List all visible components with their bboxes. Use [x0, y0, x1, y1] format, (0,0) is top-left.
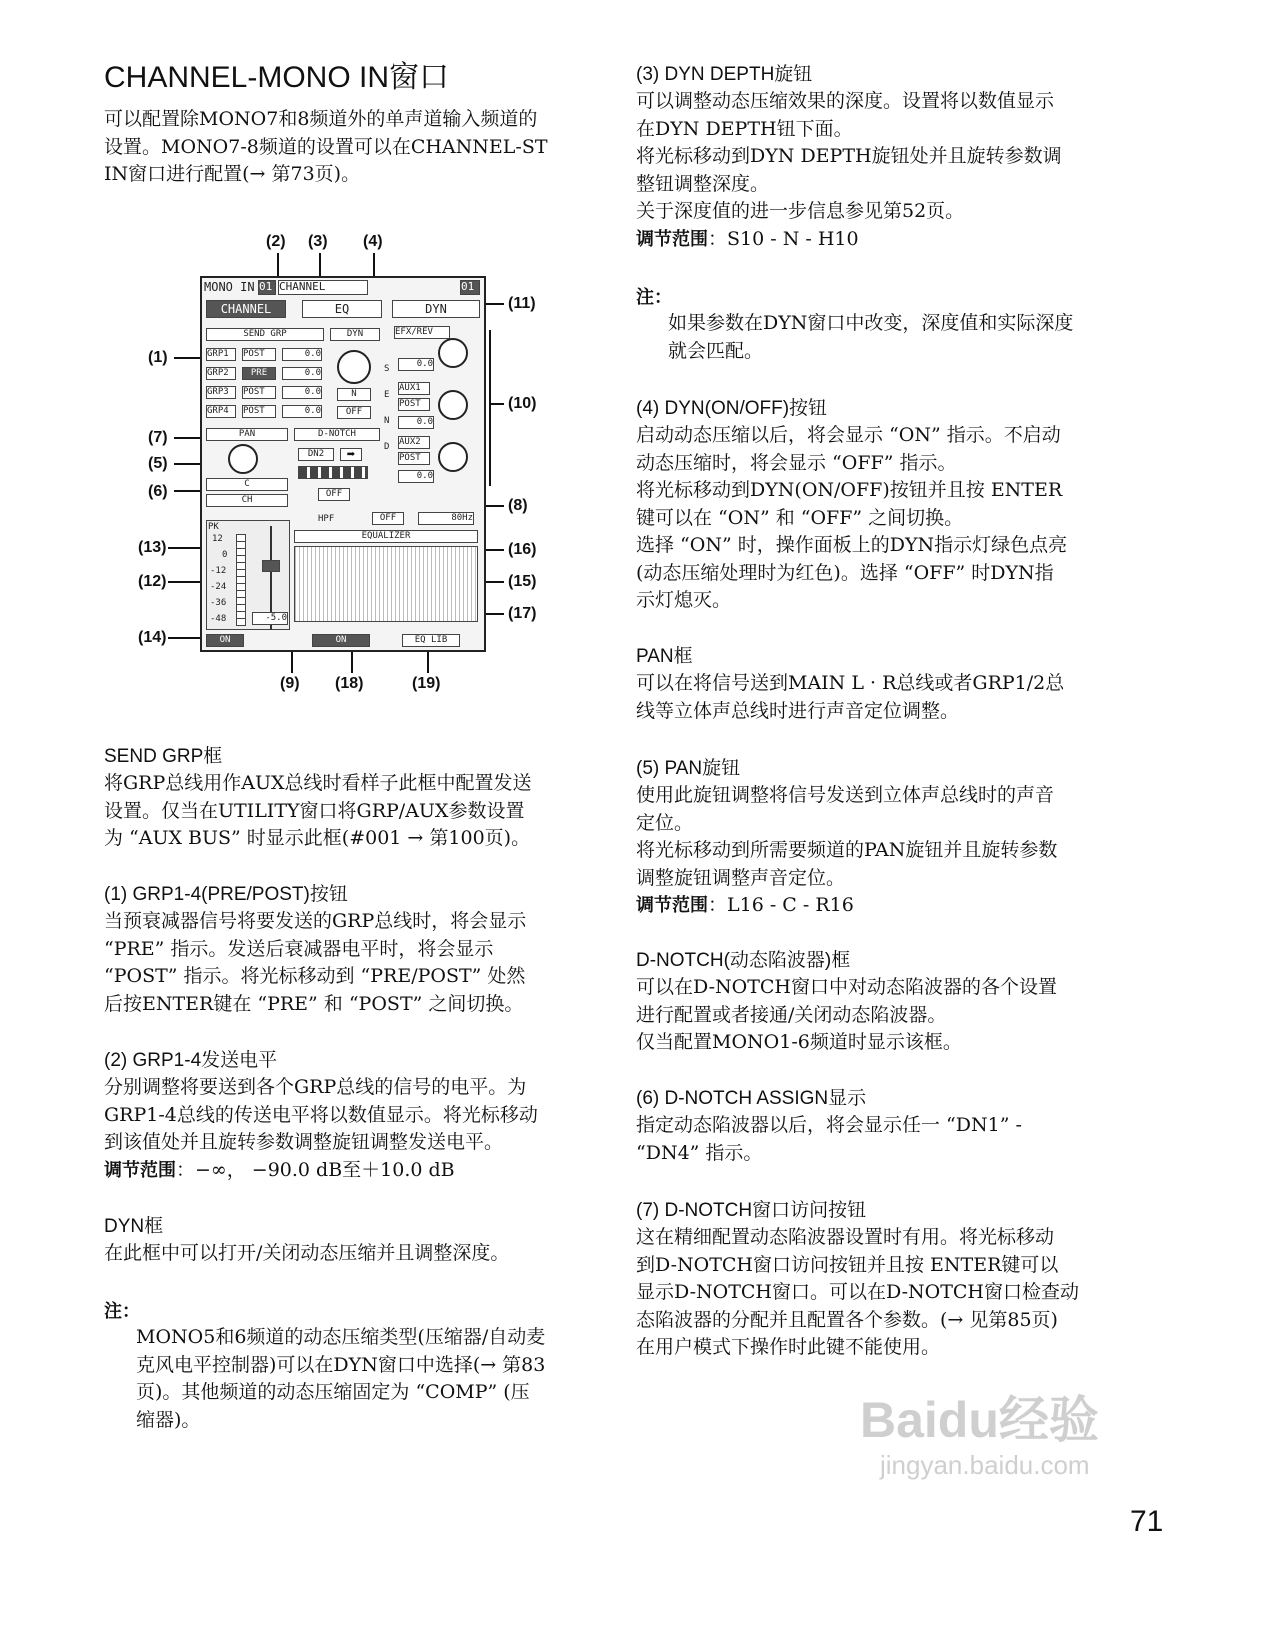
grp4-label: GRP4 [206, 405, 236, 418]
body-line: 调整旋钮调整声音定位。 [636, 866, 846, 889]
body-line: 将GRP总线用作AUX总线时看样子此框中配置发送 [104, 772, 532, 794]
pan-value: C [206, 478, 288, 491]
channel-on-button[interactable]: ON [206, 634, 244, 647]
baidu-watermark [860, 1390, 1099, 1480]
section-heading: SEND GRP框 [104, 746, 223, 767]
range-line [636, 226, 1136, 254]
callout-15: (15) [508, 573, 537, 590]
section-heading: (2) GRP1-4发送电平 [104, 1050, 278, 1071]
aux1-label: AUX1 [398, 382, 430, 395]
section-heading: DYN框 [104, 1216, 164, 1237]
body-line: 这在精细配置动态陷波器设置时有用。将光标移动 [636, 1226, 1055, 1248]
body-line: 当预衰减器信号将要发送的GRP总线时，将会显示 [104, 910, 527, 932]
section-d-notch [636, 948, 1136, 1057]
note-label: 注： [636, 287, 672, 307]
body-line: 进行配置或者接通/关闭动态陷波器。 [636, 1003, 947, 1026]
callout-8: (8) [508, 497, 528, 514]
body-line: 动态压缩时，将会显示 “OFF” 指示。 [636, 451, 957, 474]
grp2-level[interactable]: 0.0 [282, 367, 322, 380]
dyn-depth-value: N [337, 388, 371, 401]
mixer-screen [200, 276, 486, 652]
aux1-knob[interactable] [438, 390, 468, 420]
section-dyn-on-off [636, 396, 1136, 615]
body-line: 显示D-NOTCH窗口。可以在D-NOTCH窗口检查动 [636, 1281, 1079, 1303]
body-line: 到该值处并且旋转参数调整旋钮调整发送电平。 [104, 1131, 504, 1153]
body-line: 使用此旋钮调整将信号发送到立体声总线时的声音 [636, 784, 1055, 806]
body-line: 在DYN DEPTH钮下面。 [636, 117, 853, 140]
callout-7: (7) [148, 429, 168, 446]
d-notch-header: D-NOTCH [294, 428, 380, 441]
intro-line: IN窗口进行配置(→ 第73页)。 [104, 163, 361, 185]
tab-eq[interactable]: EQ [302, 300, 382, 318]
callout-5: (5) [148, 455, 168, 472]
body-line: 将光标移动到所需要频道的PAN旋钮并且旋转参数 [636, 839, 1058, 861]
body-line: “PRE” 指示。发送后衰减器电平时，将会显示 [104, 937, 494, 960]
aux2-value[interactable]: 0.0 [398, 470, 434, 483]
peak-label: PK [208, 522, 219, 532]
range-line [636, 892, 1136, 920]
section-heading: (7) D-NOTCH窗口访问按钮 [636, 1200, 867, 1221]
meter-scale-label: -24 [210, 582, 227, 592]
body-line: 启动动态压缩以后，将会显示 “ON” 指示。不启动 [636, 424, 1061, 446]
d-notch-assign: DN2 [298, 448, 334, 461]
dyn-on-off-button[interactable]: OFF [337, 406, 371, 419]
callout-3: (3) [308, 233, 328, 250]
tab-channel[interactable]: CHANNEL [206, 300, 286, 318]
body-line: 可以在D-NOTCH窗口中对动态陷波器的各个设置 [636, 976, 1057, 998]
callout-4: (4) [363, 233, 383, 250]
title-right-number: 01 [460, 280, 480, 295]
section-pan [636, 644, 1136, 725]
note-label: 注： [104, 1301, 140, 1321]
section-d-notch-assign [636, 1086, 1136, 1167]
title-mono-in: MONO IN [204, 280, 255, 294]
d-notch-window-button[interactable] [340, 448, 362, 461]
grp1-level[interactable]: 0.0 [282, 348, 322, 361]
callout-12: (12) [138, 573, 167, 590]
range-label: 调节范围 [636, 895, 708, 915]
meter-scale-label: -12 [210, 566, 227, 576]
note-line: 就会匹配。 [668, 339, 764, 362]
aux2-label: AUX2 [398, 436, 430, 449]
body-line: 线等立体声总线时进行声音定位调整。 [636, 699, 960, 722]
watermark-main: Baidu经验 [860, 1392, 1099, 1448]
range-line [104, 1157, 594, 1185]
note-line: 缩器)。 [136, 1408, 201, 1431]
left-column [104, 60, 594, 189]
body-line: 在用户模式下操作时此键不能使用。 [636, 1336, 941, 1358]
callout-2: (2) [266, 233, 286, 250]
intro-line: 设置。MONO7-8频道的设置可以在CHANNEL-ST [104, 135, 548, 158]
aux2-knob[interactable] [438, 442, 468, 472]
body-line: 定位。 [636, 811, 694, 834]
grp3-mode-button[interactable]: POST [242, 386, 276, 399]
callout-18: (18) [335, 675, 364, 692]
body-line: 在此框中可以打开/关闭动态压缩并且调整深度。 [104, 1242, 510, 1264]
range-value: ：L16 - C - R16 [708, 894, 854, 916]
intro-line: 可以配置除MONO7和8频道外的单声道输入频道的 [104, 108, 538, 130]
body-line: 态陷波器的分配并且配置各个参数。(→ 见第85页) [636, 1308, 1058, 1331]
body-line: 指定动态陷波器以后，将会显示任一 “DN1” - [636, 1114, 1022, 1136]
title-channel-number: 01 [258, 280, 276, 295]
body-line: 示灯熄灭。 [636, 589, 732, 611]
meter-scale-label: 0 [222, 550, 228, 560]
arrow-right-icon: ➡ [346, 449, 356, 460]
eq-lib-button[interactable]: EQ LIB [402, 634, 460, 647]
aux1-mode-button[interactable]: POST [398, 398, 430, 411]
hpf-label: HPF [318, 514, 335, 524]
fader-handle[interactable] [262, 560, 280, 572]
callout-17: (17) [508, 605, 537, 622]
aux1-value[interactable]: 0.0 [398, 416, 434, 429]
section-heading: (1) GRP1-4(PRE/POST)按钮 [104, 884, 348, 905]
meter-scale-label: 12 [212, 534, 223, 544]
body-line: 选择 “ON” 时，操作面板上的DYN指示灯绿色点亮 [636, 534, 1068, 556]
dyn-depth-knob[interactable] [337, 350, 371, 384]
section-heading: (5) PAN旋钮 [636, 758, 741, 779]
left-note [104, 1298, 594, 1434]
callout-14: (14) [138, 629, 167, 646]
send-letter: S [384, 364, 390, 374]
ch-label: CH [206, 494, 288, 507]
section-heading: (4) DYN(ON/OFF)按钮 [636, 398, 828, 419]
body-line: (动态压缩处理时为红色)。选择 “OFF” 时DYN指 [636, 561, 1054, 584]
efx-rev-knob[interactable] [438, 338, 468, 368]
body-line: 键可以在 “ON” 和 “OFF” 之间切换。 [636, 506, 964, 529]
grp1-mode-button[interactable]: POST [242, 348, 276, 361]
callout-6: (6) [148, 483, 168, 500]
grp4-mode-button[interactable]: POST [242, 405, 276, 418]
grp3-level[interactable]: 0.0 [282, 386, 322, 399]
section-heading: D-NOTCH(动态陷波器)框 [636, 950, 851, 971]
section-heading: (6) D-NOTCH ASSIGN显示 [636, 1088, 867, 1109]
section-pan-knob [636, 756, 1136, 920]
meter-scale-label: -36 [210, 598, 227, 608]
page-title: CHANNEL-MONO IN窗口 [104, 61, 450, 94]
grp2-mode-button[interactable]: PRE [242, 367, 276, 380]
send-letter: N [384, 416, 390, 426]
efx-rev-label: EFX/REV [394, 326, 450, 339]
callout-13: (13) [138, 539, 167, 556]
equalizer-header: EQUALIZER [294, 530, 478, 543]
d-notch-meter [298, 466, 368, 479]
callout-19: (19) [412, 675, 441, 692]
callout-11: (11) [508, 295, 536, 312]
hpf-on-off-button[interactable]: OFF [372, 512, 404, 525]
tab-dyn[interactable]: DYN [392, 300, 480, 318]
section-dyn-depth [636, 62, 1136, 253]
grp4-level[interactable]: 0.0 [282, 405, 322, 418]
callout-1: (1) [148, 349, 168, 366]
hpf-frequency[interactable]: 80Hz [418, 512, 474, 525]
body-line: 仅当配置MONO1-6频道时显示该框。 [636, 1031, 962, 1053]
grp3-label: GRP3 [206, 386, 236, 399]
pan-header: PAN [206, 428, 288, 441]
body-line: 到D-NOTCH窗口访问按钮并且按 ENTER键可以 [636, 1253, 1059, 1276]
d-notch-on-off-button[interactable]: OFF [318, 488, 350, 501]
body-line: 将光标移动到DYN DEPTH旋钮处并且旋转参数调 [636, 145, 1062, 167]
aux2-mode-button[interactable]: POST [398, 452, 430, 465]
section-grp-send-level [104, 1048, 594, 1184]
title-channel-name: CHANNEL [278, 280, 368, 295]
eq-graph [294, 546, 478, 622]
range-label: 调节范围 [104, 1159, 176, 1180]
section-d-notch-window-button [636, 1198, 1136, 1362]
section-grp-pre-post [104, 882, 594, 1018]
page-number: 71 [1130, 1505, 1164, 1538]
body-line: 后按ENTER键在 “PRE” 和 “POST” 之间切换。 [104, 992, 524, 1015]
body-line: 关于深度值的进一步信息参见第52页。 [636, 200, 965, 222]
channel-mono-in-diagram [130, 228, 570, 708]
grp2-label: GRP2 [206, 367, 236, 380]
body-line: GRP1-4总线的传送电平将以数值显示。将光标移动 [104, 1103, 538, 1126]
body-line: 整钮调整深度。 [636, 172, 770, 195]
note-line: 克风电平控制器)可以在DYN窗口中选择(→ 第83 [136, 1353, 546, 1376]
body-line: 分别调整将要送到各个GRP总线的信号的电平。为 [104, 1076, 527, 1098]
fader-value: -5.0 [252, 612, 288, 625]
right-note [636, 284, 1136, 365]
level-meter [236, 534, 246, 626]
range-value: ：−∞， −90.0 dB至＋10.0 dB [176, 1158, 455, 1181]
body-line: 为 “AUX BUS” 时显示此框(#001 → 第100页)。 [104, 827, 531, 849]
note-line: MONO5和6频道的动态压缩类型(压缩器/自动麦 [136, 1326, 546, 1348]
send-grp-header: SEND GRP [206, 328, 324, 341]
note-line: 如果参数在DYN窗口中改变，深度值和实际深度 [668, 312, 1074, 334]
body-line: “POST” 指示。将光标移动到 “PRE/POST” 处然 [104, 965, 526, 987]
body-line: 将光标移动到DYN(ON/OFF)按钮并且按 ENTER [636, 479, 1063, 501]
body-line: 可以在将信号送到MAIN L · R总线或者GRP1/2总 [636, 672, 1065, 694]
callout-16: (16) [508, 541, 537, 558]
send-letter: E [384, 390, 390, 400]
meter-scale-label: -48 [210, 614, 227, 624]
range-value: ：S10 - N - H10 [708, 227, 859, 250]
note-line: 页)。其他频道的动态压缩固定为 “COMP” (压 [136, 1381, 530, 1403]
body-line: 可以调整动态压缩效果的深度。设置将以数值显示 [636, 90, 1055, 112]
section-send-grp [104, 744, 594, 853]
section-heading: (3) DYN DEPTH旋钮 [636, 64, 813, 85]
range-label: 调节范围 [636, 228, 708, 249]
grp1-label: GRP1 [206, 348, 236, 361]
callout-9: (9) [280, 675, 300, 692]
section-dyn [104, 1214, 594, 1268]
body-line: 设置。仅当在UTILITY窗口将GRP/AUX参数设置 [104, 799, 525, 822]
pan-knob[interactable] [228, 444, 258, 474]
callout-10: (10) [508, 395, 537, 412]
dyn-header: DYN [330, 328, 380, 341]
section-heading: PAN框 [636, 646, 693, 667]
body-line: “DN4” 指示。 [636, 1141, 763, 1164]
eq-on-button[interactable]: ON [312, 634, 370, 647]
efx-rev-value[interactable]: 0.0 [398, 358, 434, 371]
watermark-sub: jingyan.baidu.com [880, 1450, 1090, 1480]
send-letter: D [384, 442, 390, 452]
